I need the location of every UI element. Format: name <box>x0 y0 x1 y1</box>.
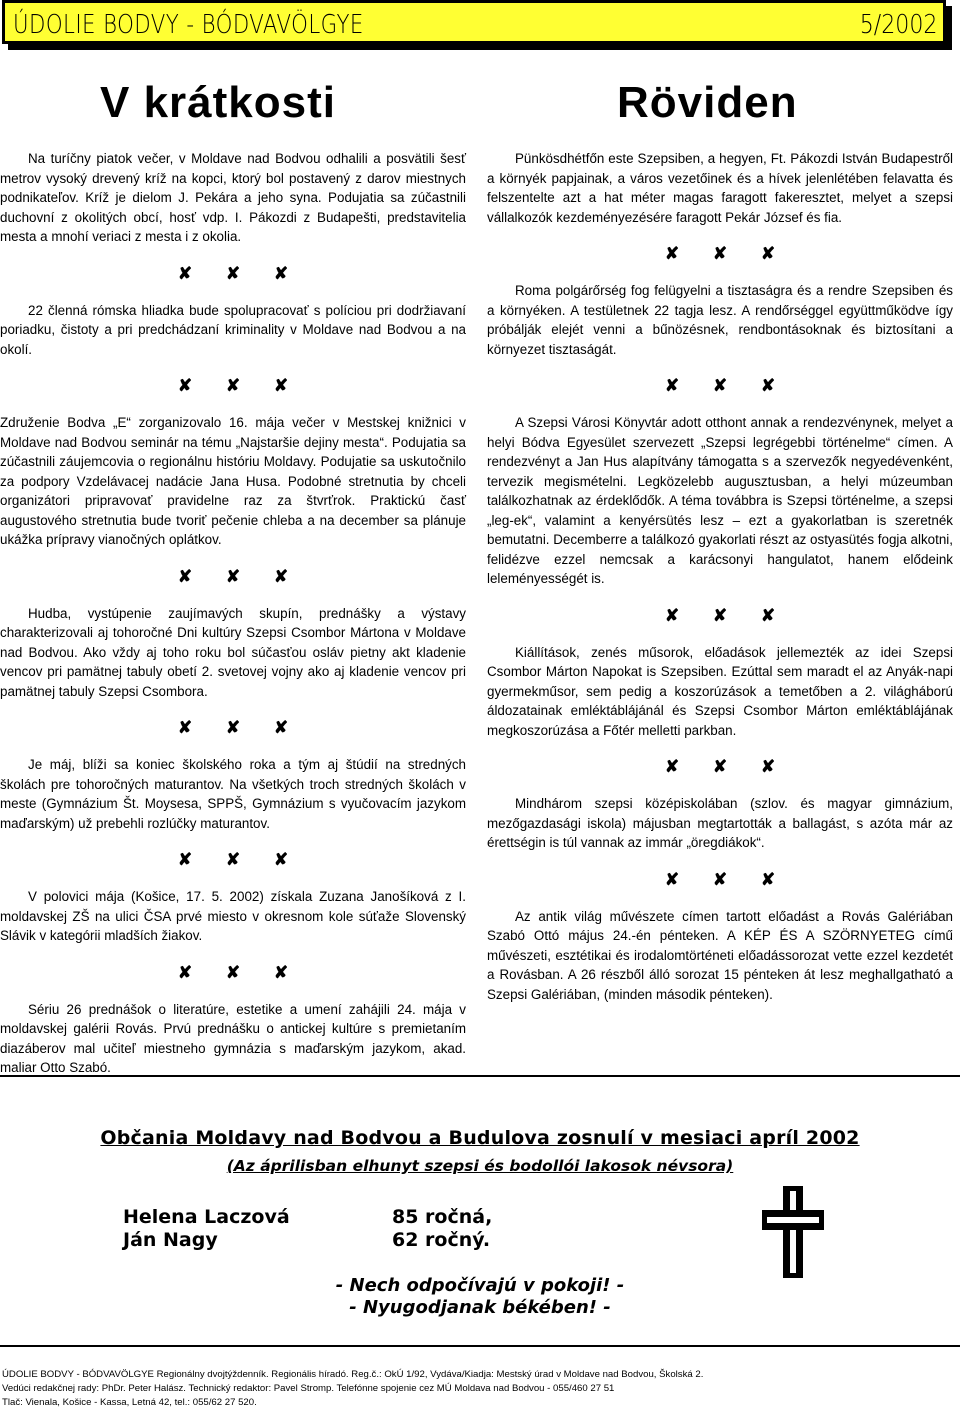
cross-icon <box>762 1186 822 1278</box>
news-item: Kiállítások, zenés műsorok, előadások jellemezték az idei Szepsi Csombor Márton Napokat is Szepsiben. Ezúttal sem maradt el az Anyák-napi gyermekműsor, sem pedig a koszorúzások a temetőben a 2. világháború áldozatainak emléktáblájánál és Szepsi Csombor Márton emléktáblájának megkoszorúzása a Főtér melletti parkban. <box>487 644 953 738</box>
left-news-column <box>0 149 466 1078</box>
news-item: Mindhárom szepsi középiskolában (szlov. és magyar gimnázium, mezőgazdasági iskola) májusban megtartották a ballagást, s azóta már az érettségin is túl vannak az immár „öregdiákok“. <box>487 796 953 850</box>
separator-x-icon: ✘ <box>273 263 289 283</box>
news-item: Roma polgárőrség fog felügyelni a tisztaságra és a rendre Szepsiben és a környéken. A testületnek 22 tagja lesz. A rendőrséggel együttműködve így próbálják elejét venni a bűnözésnek, rendbontásoknak és biztosítani a környezet tisztaságát. <box>487 283 953 357</box>
separator <box>0 963 466 983</box>
separator-x-icon: ✘ <box>760 757 776 776</box>
separator <box>0 718 466 738</box>
separator-x-icon: ✘ <box>712 757 728 776</box>
separator-x-icon: ✘ <box>177 850 193 869</box>
news-item: Je máj, blíži sa koniec školského roka a tým aj štúdií na stredných školách pre tohoročných maturantov. Na všetkých troch stredných školách v meste (Gymnázium Št. Moysesa, SPPŠ, Gymnázium s vyučovacím jazykom maďarským) už prebehli rozlúčky maturantov. <box>0 757 466 831</box>
separator-x-icon: ✘ <box>225 263 241 283</box>
masthead-banner <box>2 0 946 44</box>
separator-x-icon: ✘ <box>712 605 728 625</box>
imprint-line: Vedúci redakčnej rady: PhDr. Peter Halász. Technický redaktor: Pavel Stromp. Telefónne spojenie cez MÚ Moldava nad Bodvou - 055/460 27 51 <box>2 1382 615 1394</box>
separator-x-icon: ✘ <box>273 962 289 982</box>
separator-x-icon: ✘ <box>177 566 193 586</box>
deceased-name: Ján Nagy <box>123 1229 218 1251</box>
separator <box>487 244 953 264</box>
separator <box>0 850 466 870</box>
separator-x-icon: ✘ <box>760 376 776 395</box>
separator-x-icon: ✘ <box>712 869 728 889</box>
separator <box>0 376 466 396</box>
separator-x-icon: ✘ <box>273 376 289 395</box>
imprint-line: Tlač: Vienala, Košice - Kassa, Letná 42, tel.: 055/62 27 520. <box>2 1396 257 1408</box>
separator <box>487 757 953 777</box>
separator-x-icon: ✘ <box>225 376 241 395</box>
separator-x-icon: ✘ <box>177 718 193 737</box>
separator-x-icon: ✘ <box>664 605 680 625</box>
separator-x-icon: ✘ <box>712 244 728 263</box>
separator <box>487 376 953 396</box>
separator-x-icon: ✘ <box>225 850 241 869</box>
separator-x-icon: ✘ <box>664 244 680 263</box>
separator-x-icon: ✘ <box>225 718 241 737</box>
separator-x-icon: ✘ <box>273 718 289 737</box>
separator-x-icon: ✘ <box>664 757 680 776</box>
issue-number: 5/2002 <box>859 10 937 40</box>
separator-x-icon: ✘ <box>760 244 776 263</box>
divider <box>0 1075 960 1077</box>
separator-x-icon: ✘ <box>760 869 776 889</box>
separator <box>487 870 953 890</box>
separator-x-icon: ✘ <box>177 376 193 395</box>
separator <box>0 264 466 284</box>
left-column-title: V krátkosti <box>100 78 336 127</box>
separator-x-icon: ✘ <box>273 566 289 586</box>
news-item: Združenie Bodva „E“ zorganizovalo 16. mája večer v Mestskej knižnici v Moldave nad Bodvou seminár na tému „Najstaršie dejiny mesta“. Podujatia sa zúčastnili záujemcovia o regionálnu históriu Moldavy. Podujatie sa uskutočnilo za podpory Vzdelávacej nadácie Jana Husa. Podobné stretnutia by chceli organizátori pripravovať pravidelne raz za štvrťrok. Praktickú časť augustového stretnutia bude tvoriť pečenie chleba a na december sa plánuje ukážka prípravy vianočných oplátkov. <box>0 415 466 547</box>
right-column-title: Röviden <box>617 78 798 127</box>
news-item: V polovici mája (Košice, 17. 5. 2002) získala Zuzana Janošíková z I. moldavskej ZŠ na ulici ČSA prvé miesto v okresnom kole súťaže Slovenský Slávik v kategórii mladších žiakov. <box>0 889 466 943</box>
separator-x-icon: ✘ <box>177 962 193 982</box>
deceased-name: Helena Laczová <box>123 1206 290 1228</box>
imprint-line: ÚDOLIE BODVY - BÓDVAVÖLGYE Regionálny dvojtýždenník. Regionális híradó. Reg.č.: OkÚ 1/92, Vydáva/Kiadja: Mestský úrad v Moldave nad Bodvou, Školská 2. <box>2 1369 704 1380</box>
separator-x-icon: ✘ <box>177 263 193 283</box>
separator-x-icon: ✘ <box>664 869 680 889</box>
separator-x-icon: ✘ <box>712 376 728 395</box>
separator-x-icon: ✘ <box>225 566 241 586</box>
separator-x-icon: ✘ <box>225 962 241 982</box>
imprint <box>2 1368 952 1409</box>
obituary-title: Občania Moldavy nad Bodvou a Budulova zosnulí v mesiaci apríl 2002 <box>100 1127 860 1149</box>
news-item: 22 členná rómska hliadka bude spolupracovať s políciou pri dodržiavaní poriadku, čistoty a pri predchádzaní kriminality v Moldave nad Bodvou a na okolí. <box>0 302 466 357</box>
separator <box>487 606 953 626</box>
separator-x-icon: ✘ <box>664 376 680 395</box>
obituary-subtitle: (Az áprilisban elhunyt szepsi és bodollói lakosok névsora) <box>226 1157 734 1175</box>
separator <box>0 567 466 587</box>
news-item: Az antik világ művészete címen tartott előadást a Rovás Galériában Szabó Ottó május 24.-én pénteken. A KÉP ÉS A SZÖRNYETEG című művészeti, esztétikai és irodalomtörténeti előadássorozat vette ezzel kezdetét a Rovásban. A 26 részből álló sorozat 15 pénteken át lesz meghallgatható a Szepsi Galériában, (minden második pénteken). <box>487 908 953 1002</box>
masthead-title: ÚDOLIE BODVY - BÓDVAVÖLGYE <box>13 10 364 40</box>
news-item: Pünkösdhétfőn este Szepsiben, a hegyen, Ft. Pákozdi István Budapestről a környék papjainak, a város vezetőinek és a hívek jelenlétében felavatta és felszentelte azt a hat méter magas faragott fakeresztet, melyet a szepsi vállalkozók kezdeményezésére faragott Pekár József és fia. <box>487 151 953 225</box>
farewell-hungarian: - Nyugodjanak békében! - <box>349 1297 611 1318</box>
farewell-slovak: - Nech odpočívajú v pokoji! - <box>335 1275 625 1296</box>
news-item: Na turíčny piatok večer, v Moldave nad Bodvou odhalili a posvätili šesť metrov vysoký drevený kríž na kopci, ktorý bol postavený z darov miestnych podnikateľov. Kríž je dielom J. Pekára a jeho syna. Podujatia sa zúčastnili duchovní z okolitých obcí, hosť vdp. I. Pákozdi z Budapešti, predstavitelia mesta a mnohí veriaci z mesta i z okolia. <box>0 151 466 244</box>
separator-x-icon: ✘ <box>760 605 776 625</box>
news-item: Hudba, vystúpenie zaujímavých skupín, prednášky a výstavy charakterizovali aj tohoročné Dni kultúry Szepsi Csombor Mártona v Moldave nad Bodvou. Ako vždy aj toho roku bol súčasťou osláv pietny akt kladenie vencov pri pamätnej tabuly obetí 2. svetovej vojny ako aj kladenie vencov pri pamätnej tabuly Szepsi Csombora. <box>0 605 466 699</box>
deceased-age: 85 ročná, <box>392 1206 493 1228</box>
deceased-age: 62 ročný. <box>392 1229 491 1251</box>
news-item: Sériu 26 prednášok o literatúre, estetike a umení zahájili 24. mája v moldavskej galérii Rovás. Prvú prednášku o antickej kultúre s premietaním diazáberov mal učiteľ miestneho gymnázia s maďarským jazykom, akad. maliar Otto Szabó. <box>0 1001 466 1075</box>
separator-x-icon: ✘ <box>273 850 289 869</box>
news-item: A Szepsi Városi Könyvtár adott otthont annak a rendezvénynek, melyet a helyi Bódva Egyesület szervezett „Szepsi legrégebbi történelme“ címen. A rendezvényt a Jan Hus alapítvány támogatta s a szervezők negyedévenként, tervezik megismételni. Legközelebb augusztusban, a helyi múzeumban találkozhatnak az érdeklődők. A téma továbbra is Szepsi történelme, a szepsi „leg-ek“, valamint a kenyérsütés lesz – ezt a gyakorlatban is szeretnék bemutatni. Decemberre a találkozó gyakorlati részt az ostyasütés fogja alkotni, felidézve ezzel nemcsak a karácsonyi hangulatot, hanem elődeink leleményességét is. <box>487 415 953 586</box>
right-news-column <box>487 149 953 1004</box>
divider <box>0 1345 960 1347</box>
